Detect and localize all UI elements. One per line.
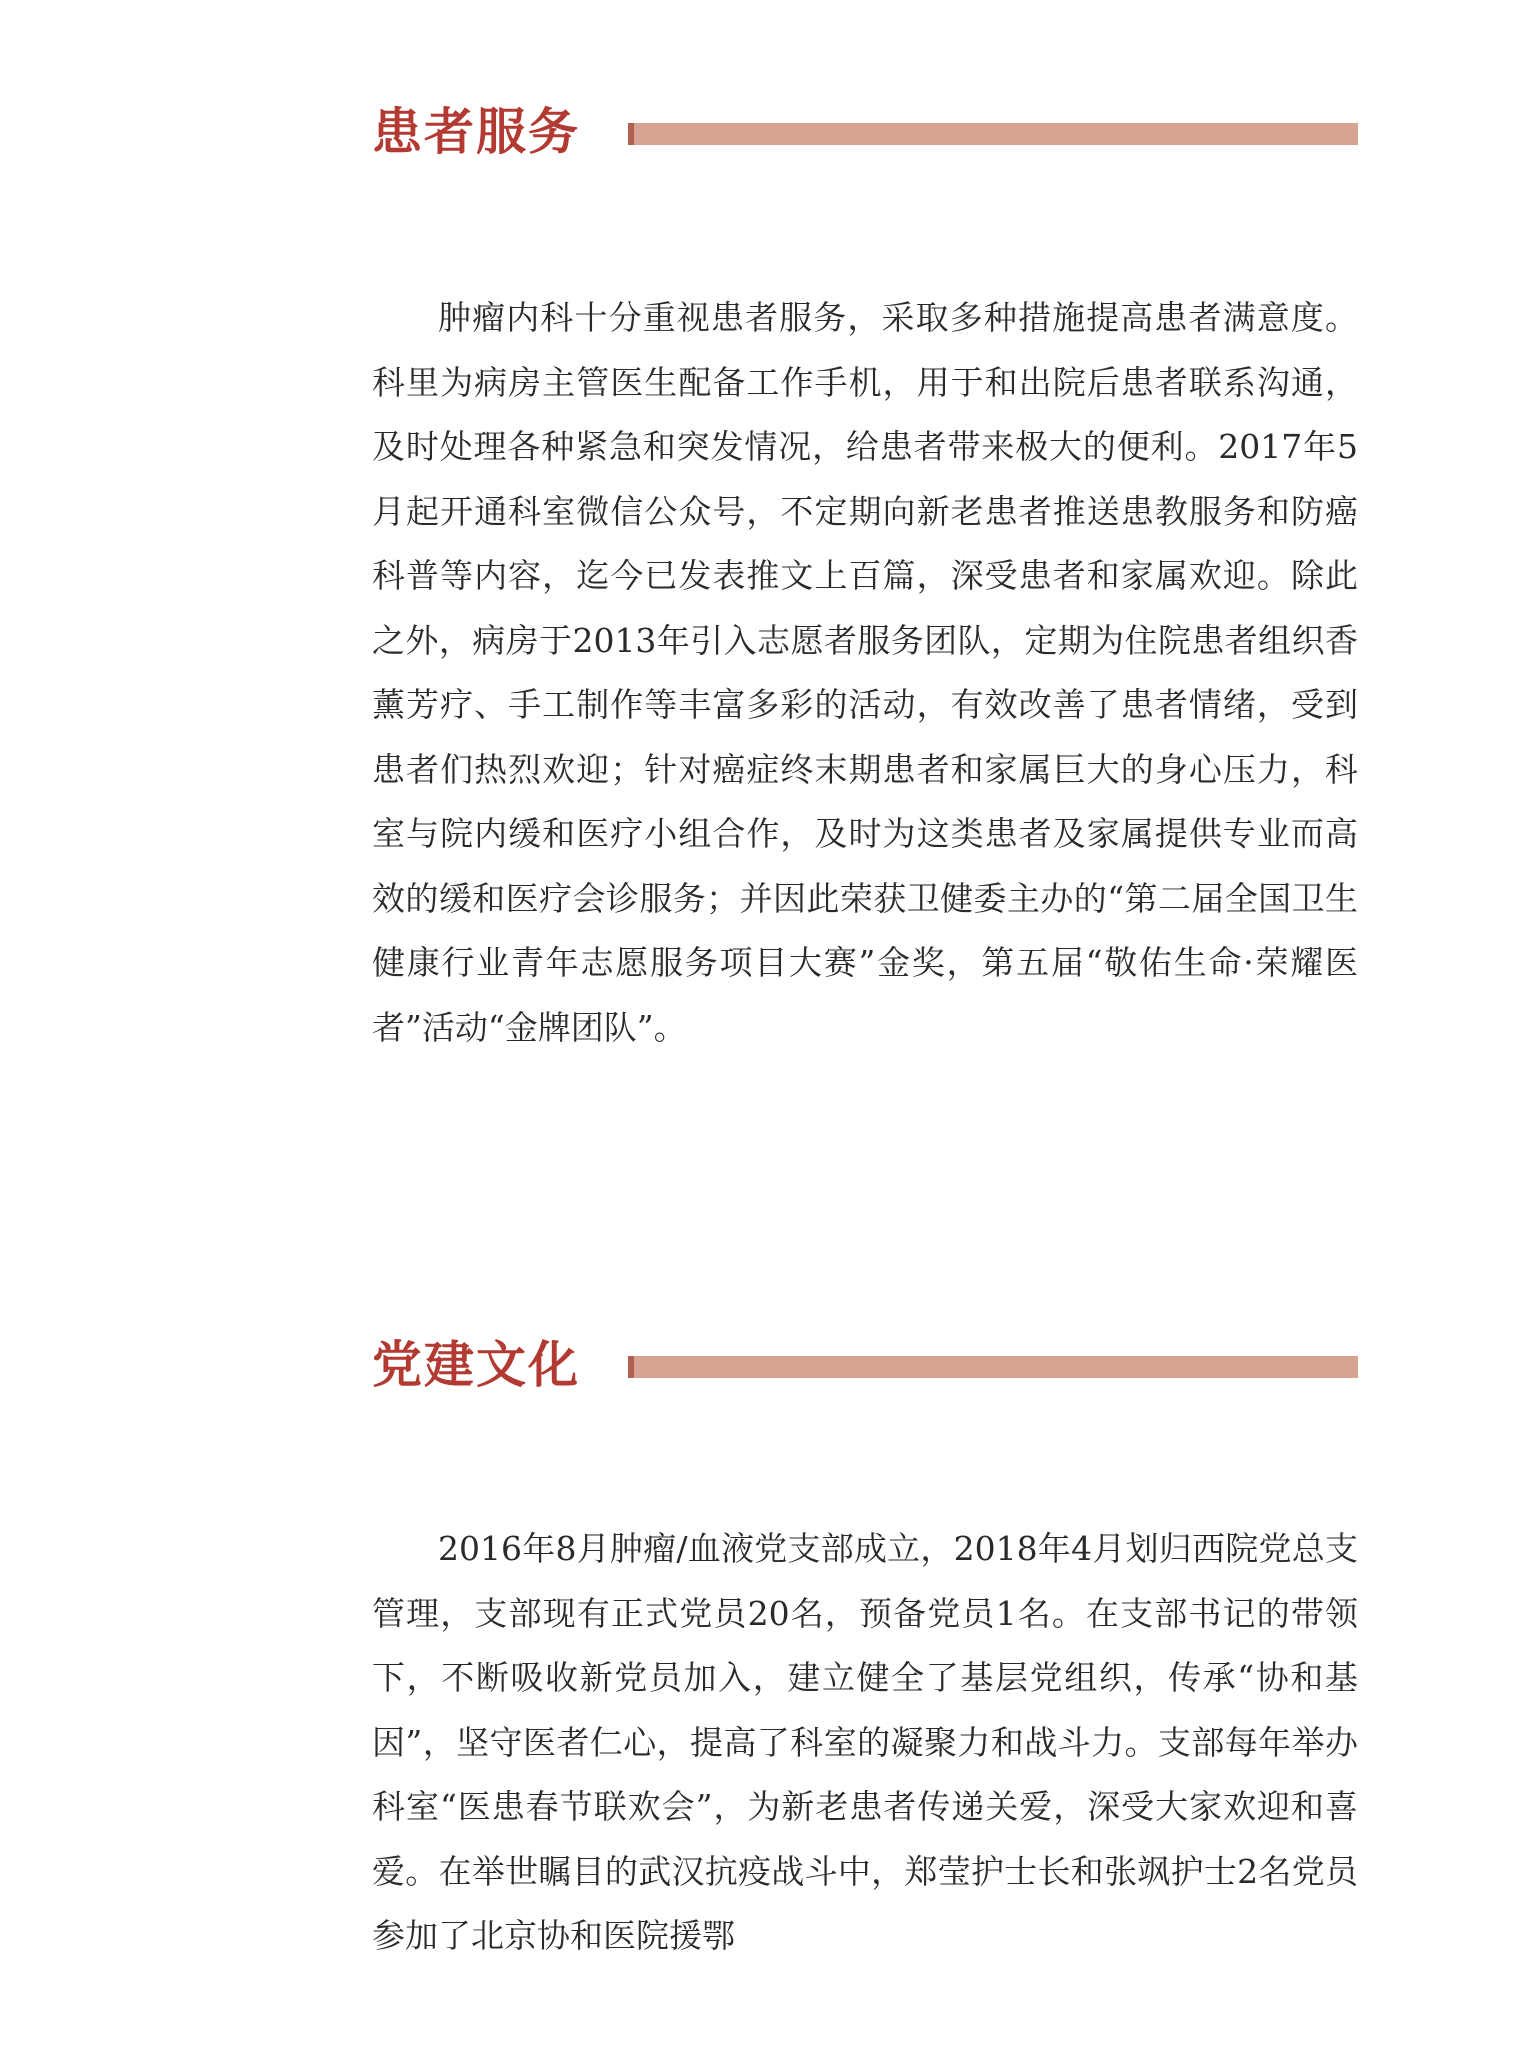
body-paragraph-patient-service: 肿瘤内科十分重视患者服务，采取多种措施提高患者满意度。科里为病房主管医生配备工作手机，用于和出院后患者联系沟通，及时处理各种紧急和突发情况，给患者带来极大的便利。2017年5月起开通科室微信公众号，不定期向新老患者推送患教服务和防癌科普等内容，迄今已发表推文上百篇，深受患者和家属欢迎。除此之外，病房于2013年引入志愿者服务团队，定期为住院患者组织香薰芳疗、手工制作等丰富多彩的活动，有效改善了患者情绪，受到患者们热烈欢迎；针对癌症终末期患者和家属巨大的身心压力，科室与院内缓和医疗小组合作，及时为这类患者及家属提供专业而高效的缓和医疗会诊服务；并因此荣获卫健委主办的“第二届全国卫生健康行业青年志愿服务项目大赛”金奖，第五届“敬佑生命·荣耀医者”活动“金牌团队”。 <box>372 298 1358 1047</box>
decorative-bar <box>628 1356 1358 1378</box>
section-title: 党建文化 <box>372 1335 580 1394</box>
section-header-patient-service <box>372 102 1358 162</box>
section-title: 患者服务 <box>372 102 580 161</box>
section-header-party-culture <box>372 1335 1358 1395</box>
decorative-bar <box>628 123 1358 145</box>
body-paragraph-party-culture: 2016年8月肿瘤/血液党支部成立，2018年4月划归西院党总支管理，支部现有正式党员20名，预备党员1名。在支部书记的带领下，不断吸收新党员加入，建立健全了基层党组织，传承“协和基因”，坚守医者仁心，提高了科室的凝聚力和战斗力。支部每年举办科室“医患春节联欢会”，为新老患者传递关爱，深受大家欢迎和喜爱。在举世瞩目的武汉抗疫战斗中，郑莹护士长和张飒护士2名党员参加了北京协和医院援鄂 <box>372 1529 1358 1955</box>
